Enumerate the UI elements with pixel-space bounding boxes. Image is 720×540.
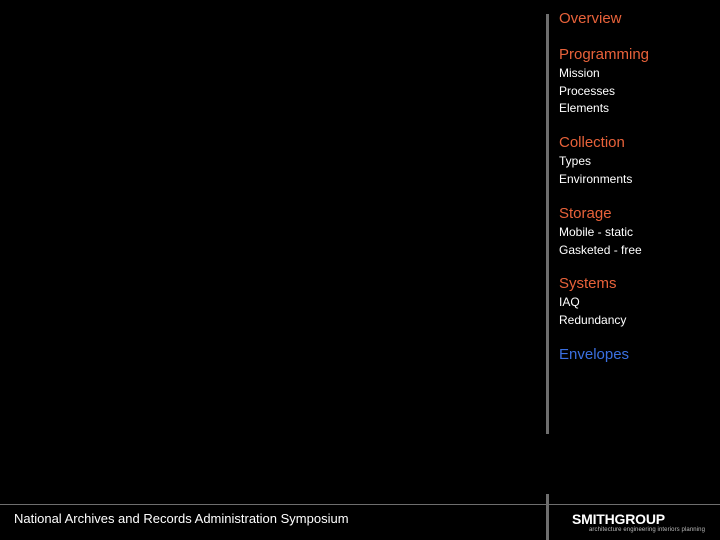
nav-section-overview (559, 9, 622, 29)
nav-section-collection (559, 133, 632, 188)
nav-sub-item[interactable]: Mission (559, 66, 600, 80)
nav-sub-item[interactable]: IAQ (559, 295, 580, 309)
nav-sub-item[interactable]: Gasketed - free (559, 242, 642, 257)
nav-sub-item[interactable]: Types (559, 154, 592, 168)
nav-sub-item[interactable]: Environments (559, 171, 633, 186)
nav-section-programming (559, 45, 649, 118)
nav-sub-item[interactable]: Elements (559, 101, 610, 115)
vertical-divider-lower (546, 494, 549, 540)
vertical-divider (546, 14, 549, 434)
smithgroup-logo (572, 511, 706, 538)
footer-caption: National Archives and Records Administration Symposium (14, 511, 349, 526)
nav-section-title[interactable]: Programming (559, 46, 650, 63)
nav-sub-item[interactable]: Processes (559, 83, 616, 98)
footer-divider (0, 504, 720, 505)
nav-section-title[interactable]: Storage (559, 205, 612, 222)
nav-section-title[interactable]: Collection (559, 134, 625, 151)
nav-sub-item[interactable]: Redundancy (559, 312, 627, 327)
nav-section-envelopes (559, 345, 629, 365)
logo-tagline: architecture engineering interiors planning (589, 527, 706, 533)
nav-section-systems (559, 274, 626, 329)
nav-section-title[interactable]: Systems (559, 275, 617, 292)
logo-wordmark: SMITHGROUP (572, 511, 665, 527)
nav-sub-item[interactable]: Mobile - static (559, 225, 634, 239)
nav-section-storage (559, 204, 642, 259)
nav-section-title[interactable]: Overview (559, 10, 622, 27)
nav-section-title-active[interactable]: Envelopes (559, 346, 630, 363)
